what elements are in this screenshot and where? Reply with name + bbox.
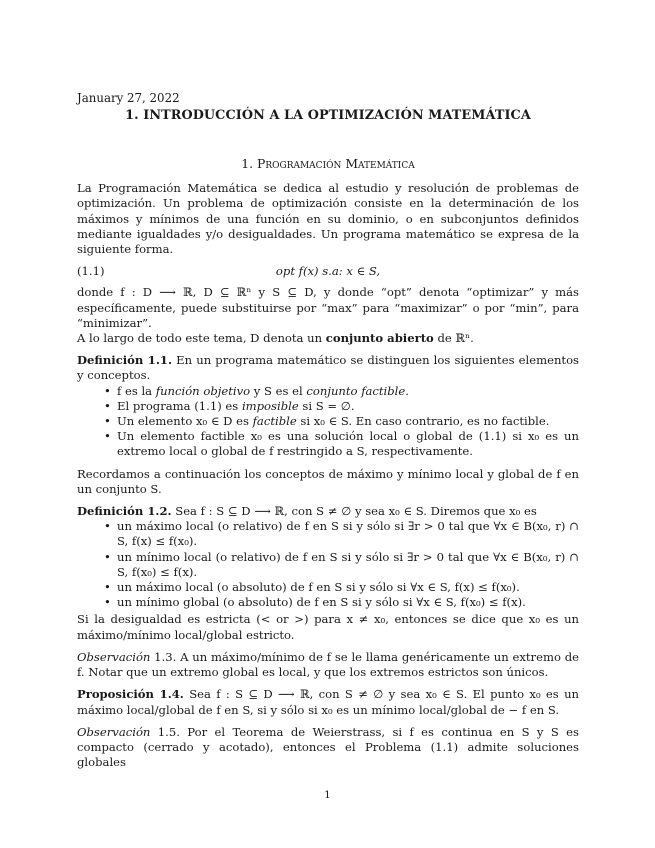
definition-label: Definición 1.1. [77, 353, 173, 368]
list-item: • un mínimo local (o relativo) de f en S si y sólo si ∃r > 0 tal que ∀x ∈ B(x₀, r) ∩ S, f(x₀) ≤ f(x). [117, 550, 579, 580]
observation-text: 1.3. A un máximo/mínimo de f se le llama genéricamente un extremo de f. Notar que un extremo global es local, y que los extremos estrictos son únicos. [77, 649, 579, 680]
observation-1-3 [77, 650, 579, 680]
list-item: • un máximo local (o absoluto) de f en S si y sólo si ∀x ∈ S, f(x) ≤ f(x₀). [117, 580, 579, 595]
equation-number: (1.1) [77, 264, 105, 279]
definition-1-2-list [77, 519, 579, 610]
list-item: • f es la función objetivo y S es el conjunto factible. [117, 384, 579, 399]
open-set-paragraph [77, 331, 579, 346]
section-title: 1. Programación Matemática [241, 156, 415, 171]
equation-1-1 [77, 264, 579, 279]
observation-text: 1.5. Por el Teorema de Weierstrass, si f es continua en S y S es compacto (cerrado y acotado), entonces el Problema (1.1) admite soluciones globales [77, 724, 579, 770]
equation-formula: opt f(x) s.a: x ∈ S, [275, 264, 381, 279]
list-item: • El programa (1.1) es imposible si S = ∅. [117, 399, 579, 414]
open-set-prefix: A lo largo de todo este tema, D denota un [77, 331, 326, 346]
proposition-label: Proposición 1.4. [77, 687, 184, 702]
definition-1-1-list [77, 384, 579, 460]
observation-label: Observación [77, 649, 151, 664]
definition-text: En un programa matemático se distinguen los siguientes elementos y conceptos. [77, 353, 579, 383]
open-set-bold: conjunto abierto [325, 331, 434, 346]
definition-text: Sea f : S ⊆ D ⟶ ℝ, con S ≠ ∅ y sea x₀ ∈ S. Diremos que x₀ es [171, 504, 537, 519]
list-item: • Un elemento x₀ ∈ D es factible si x₀ ∈ S. En caso contrario, es no factible. [117, 414, 579, 429]
proposition-text: Sea f : S ⊆ D ⟶ ℝ, con S ≠ ∅ y sea x₀ ∈ S. El punto x₀ es un máximo local/global de f en S, si y sólo si x₀ es un mínimo local/global de − f en S. [77, 687, 580, 717]
equation-explanation: donde f : D ⟶ ℝ, D ⊆ ℝⁿ y S ⊆ D, y donde “opt” denota “optimizar” y más específicamente, puede substituirse por “max” para “maximizar” o por “min”, para “minimizar”. [77, 285, 579, 330]
date-line: January 27, 2022 [77, 91, 180, 105]
open-set-suffix: de ℝⁿ. [433, 331, 474, 346]
definition-label: Definición 1.2. [77, 504, 172, 519]
definition-1-2 [77, 504, 579, 519]
document-body [77, 156, 579, 770]
page-number: 1 [324, 789, 331, 801]
list-item: • un máximo local (o relativo) de f en S si y sólo si ∃r > 0 tal que ∀x ∈ B(x₀, r) ∩ S, f(x) ≤ f(x₀). [117, 519, 579, 549]
chapter-title: 1. INTRODUCCIÓN A LA OPTIMIZACIÓN MATEMÁTICA [125, 108, 531, 123]
list-item: • un mínimo global (o absoluto) de f en S si y sólo si ∀x ∈ S, f(x₀) ≤ f(x). [117, 595, 579, 610]
observation-1-5 [77, 725, 579, 771]
intro-paragraph: La Programación Matemática se dedica al estudio y resolución de problemas de optimización. Un problema de optimización consiste en la determinación de los máximos y mínimos de una función en su dominio, o en subconjuntos definidos mediante igualdades y/o desigualdades. Un programa matemático se expresa de la siguiente forma. [77, 181, 579, 257]
proposition-1-4 [77, 687, 579, 717]
definition-1-1 [77, 353, 579, 383]
strict-paragraph: Si la desigualdad es estricta (< or >) para x ≠ x₀, entonces se dice que x₀ es un máximo/mínimo local/global estricto. [77, 612, 579, 642]
recall-paragraph: Recordamos a continuación los conceptos de máximo y mínimo local y global de f en un conjunto S. [77, 466, 579, 496]
observation-label: Observación [77, 724, 151, 739]
list-item: • Un elemento factible x₀ es una solución local o global de (1.1) si x₀ es un extremo local o global de f restringido a S, respectivamente. [117, 429, 579, 459]
